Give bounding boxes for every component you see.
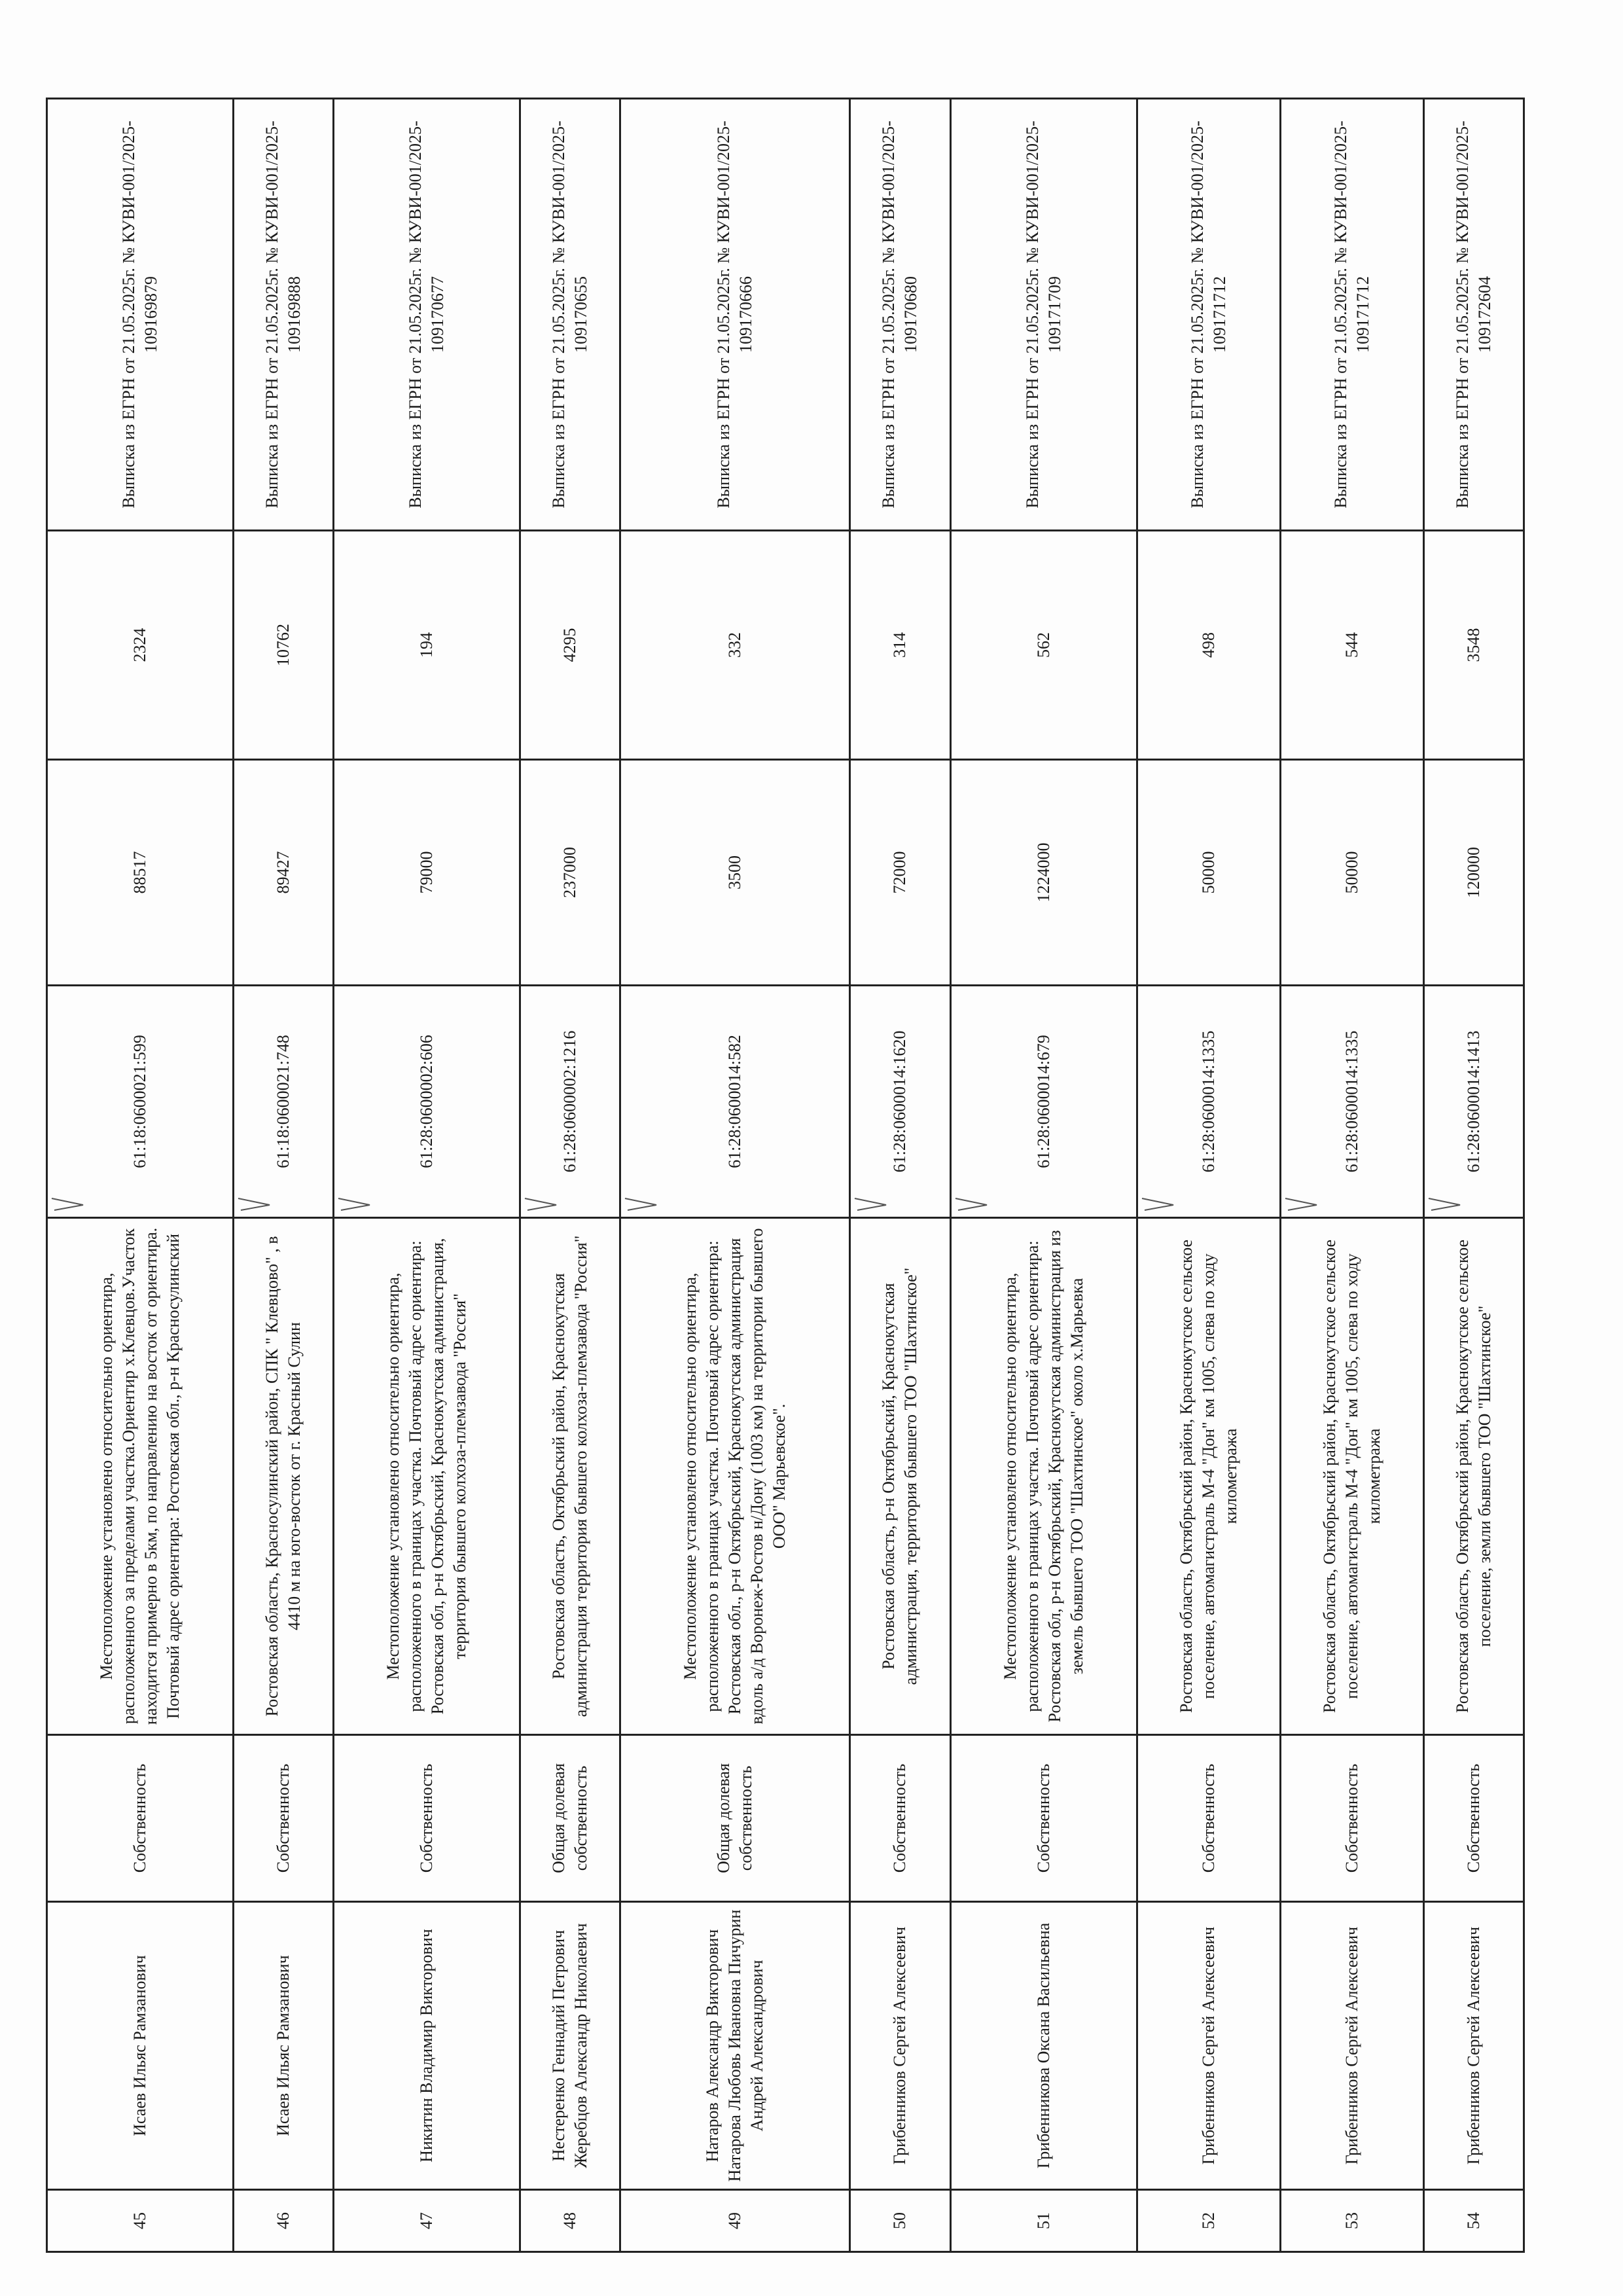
- right-type: Общая долевая собственность: [620, 1735, 850, 1902]
- check-mark-icon: [236, 1187, 275, 1213]
- plot-area: 3500: [620, 760, 850, 986]
- row-number: 53: [1280, 2190, 1423, 2252]
- plot-address: Местоположение установлено относительно ориентира, расположенного за пределами участка.Ориентир х.Клевцов.Участок находится примерно в 5км, по направлению на восток от ориентира. Почтовый адрес ориентира: Ростовская обл., р-н Красносулинский: [47, 1218, 234, 1735]
- plot-area: 89427: [234, 760, 334, 986]
- egrn-extract: Выписка из ЕГРН от 21.05.2025г. № КУВИ-001/2025-109170680: [850, 99, 950, 531]
- table-row: [520, 99, 620, 2252]
- right-type: Общая долевая собственность: [520, 1735, 620, 1902]
- right-type: Собственность: [850, 1735, 950, 1902]
- row-number: 48: [520, 2190, 620, 2252]
- owner-name: Грибенников Сергей Алексеевич: [1423, 1902, 1524, 2190]
- egrn-extract: Выписка из ЕГРН от 21.05.2025г. № КУВИ-001/2025-109171712: [1137, 99, 1280, 531]
- cadastral-number-text: 61:18:0600021:748: [274, 1035, 293, 1168]
- plot-address: Ростовская область, Красносулинский район, СПК " Клевцово" , в 4410 м на юго-восток от г. Красный Сулин: [234, 1218, 334, 1735]
- table-row: [850, 99, 950, 2252]
- table-row: [1137, 99, 1280, 2252]
- plot-address: Ростовская область, Октябрьский район, Краснокутское сельское поселение, автомагистраль М-4 "Дон" км 1005, слева по ходу километража: [1137, 1218, 1280, 1735]
- plot-address: Ростовская область, Октябрьский район, Краснокутское сельское поселение, автомагистраль М-4 "Дон" км 1005, слева по ходу километража: [1280, 1218, 1423, 1735]
- egrn-extract: Выписка из ЕГРН от 21.05.2025г. № КУВИ-001/2025-109171712: [1280, 99, 1423, 531]
- check-mark-icon: [522, 1187, 562, 1213]
- owner-name: Грибенников Сергей Алексеевич: [1137, 1902, 1280, 2190]
- check-mark-icon: [1139, 1187, 1179, 1213]
- cadastral-number-text: 61:28:0600002:606: [417, 1035, 437, 1168]
- plot-address: Ростовская область, р-н Октябрьский, Краснокутская администрация, территория бывшего ТОО "Шахтинское": [850, 1218, 950, 1735]
- egrn-extract: Выписка из ЕГРН от 21.05.2025г. № КУВИ-001/2025-109170677: [334, 99, 520, 531]
- owner-name: Исаев Ильяс Рамзанович: [234, 1902, 334, 2190]
- plot-area: 50000: [1280, 760, 1423, 986]
- check-mark-icon: [1283, 1187, 1322, 1213]
- row-number: 45: [47, 2190, 234, 2252]
- cadastral-value: 3548: [1423, 531, 1524, 760]
- cadastral-number: [620, 986, 850, 1218]
- row-number: 47: [334, 2190, 520, 2252]
- row-number: 46: [234, 2190, 334, 2252]
- right-type: Собственность: [47, 1735, 234, 1902]
- cadastral-value: 562: [950, 531, 1137, 760]
- owner-name: Нестеренко Геннадий Петрович Жеребцов Александр Николаевич: [520, 1902, 620, 2190]
- check-mark-icon: [622, 1187, 662, 1213]
- owner-name: Натаров Александр Викторович Натарова Любовь Ивановна Пичурин Андрей Александрович: [620, 1902, 850, 2190]
- cadastral-number: [850, 986, 950, 1218]
- cadastral-value: 332: [620, 531, 850, 760]
- right-type: Собственность: [234, 1735, 334, 1902]
- check-mark-icon: [49, 1187, 88, 1213]
- land-plots-table: [46, 98, 1525, 2253]
- right-type: Собственность: [1137, 1735, 1280, 1902]
- cadastral-value: 10762: [234, 531, 334, 760]
- cadastral-number: [234, 986, 334, 1218]
- plot-area: 79000: [334, 760, 520, 986]
- owner-name: Исаев Ильяс Рамзанович: [47, 1902, 234, 2190]
- cadastral-number-text: 61:28:0600014:1620: [890, 1030, 910, 1173]
- owner-name: Грибенников Сергей Алексеевич: [850, 1902, 950, 2190]
- check-mark-icon: [852, 1187, 891, 1213]
- right-type: Собственность: [1423, 1735, 1524, 1902]
- plot-address: Ростовская область, Октябрьский район, Краснокутская администрация территория бывшего колхоза-племзавода "Россия": [520, 1218, 620, 1735]
- check-mark-icon: [336, 1187, 375, 1213]
- egrn-extract: Выписка из ЕГРН от 21.05.2025г. № КУВИ-001/2025-109169888: [234, 99, 334, 531]
- cadastral-number: [520, 986, 620, 1218]
- rotated-table-wrapper: [46, 99, 1525, 2253]
- owner-name: Грибенникова Оксана Васильевна: [950, 1902, 1137, 2190]
- cadastral-number: [950, 986, 1137, 1218]
- row-number: 51: [950, 2190, 1137, 2252]
- table-row: [1280, 99, 1423, 2252]
- cadastral-number: [1280, 986, 1423, 1218]
- cadastral-value: 314: [850, 531, 950, 760]
- egrn-extract: Выписка из ЕГРН от 21.05.2025г. № КУВИ-001/2025-109170666: [620, 99, 850, 531]
- owner-name: Грибенников Сергей Алексеевич: [1280, 1902, 1423, 2190]
- right-type: Собственность: [334, 1735, 520, 1902]
- egrn-extract: Выписка из ЕГРН от 21.05.2025г. № КУВИ-001/2025-109172604: [1423, 99, 1524, 531]
- plot-area: 1224000: [950, 760, 1137, 986]
- table-row: [47, 99, 234, 2252]
- table-row: [1423, 99, 1524, 2252]
- owner-name: Никитин Владимир Викторович: [334, 1902, 520, 2190]
- check-mark-icon: [1426, 1187, 1465, 1213]
- plot-address: Местоположение установлено относительно ориентира, расположенного в границах участка. Почтовый адрес ориентира: Ростовская обл, р-н Октябрьский, Краснокутская администрация, территория бывшего колхоза-племзавода "Россия": [334, 1218, 520, 1735]
- table-row: [950, 99, 1137, 2252]
- cadastral-number-text: 61:28:0600014:679: [1033, 1035, 1053, 1168]
- cadastral-value: 544: [1280, 531, 1423, 760]
- check-mark-icon: [953, 1187, 992, 1213]
- cadastral-number: [1423, 986, 1524, 1218]
- row-number: 52: [1137, 2190, 1280, 2252]
- plot-address: Местоположение установлено относительно ориентира, расположенного в границах участка. Почтовый адрес ориентира: Ростовская обл, р-н Октябрьский, Краснокутская администрация из земель бывшего ТОО "Шахтинское" около х.Марьевка: [950, 1218, 1137, 1735]
- egrn-extract: Выписка из ЕГРН от 21.05.2025г. № КУВИ-001/2025-109169879: [47, 99, 234, 531]
- egrn-extract: Выписка из ЕГРН от 21.05.2025г. № КУВИ-001/2025-109171709: [950, 99, 1137, 531]
- egrn-extract: Выписка из ЕГРН от 21.05.2025г. № КУВИ-001/2025-109170655: [520, 99, 620, 531]
- plot-area: 88517: [47, 760, 234, 986]
- cadastral-number-text: 61:28:0600014:1413: [1463, 1030, 1483, 1173]
- right-type: Собственность: [950, 1735, 1137, 1902]
- cadastral-value: 4295: [520, 531, 620, 760]
- cadastral-number: [1137, 986, 1280, 1218]
- cadastral-number-text: 61:28:0600002:1216: [560, 1030, 580, 1173]
- plot-address: Местоположение установлено относительно ориентира, расположенного в границах участка. Почтовый адрес ориентира: Ростовская обл., р-н Октябрьский, Краснокутская администрация вдоль а/д Воронеж-Ростов н/Дону (1003 км) на территории бывшего ООО" Марьевское".: [620, 1218, 850, 1735]
- table-row: [334, 99, 520, 2252]
- cadastral-number-text: 61:28:0600014:1335: [1342, 1030, 1361, 1173]
- cadastral-number: [47, 986, 234, 1218]
- plot-area: 50000: [1137, 760, 1280, 986]
- cadastral-number-text: 61:28:0600014:582: [725, 1035, 745, 1168]
- row-number: 49: [620, 2190, 850, 2252]
- cadastral-value: 2324: [47, 531, 234, 760]
- right-type: Собственность: [1280, 1735, 1423, 1902]
- cadastral-number-text: 61:18:0600021:599: [130, 1035, 150, 1168]
- cadastral-number-text: 61:28:0600014:1335: [1198, 1030, 1218, 1173]
- row-number: 54: [1423, 2190, 1524, 2252]
- plot-area: 237000: [520, 760, 620, 986]
- table-row: [620, 99, 850, 2252]
- cadastral-value: 498: [1137, 531, 1280, 760]
- plot-address: Ростовская область, Октябрьский район, Краснокутское сельское поселение, земли бывшего ТОО "Шахтинское": [1423, 1218, 1524, 1735]
- cadastral-number: [334, 986, 520, 1218]
- row-number: 50: [850, 2190, 950, 2252]
- plot-area: 120000: [1423, 760, 1524, 986]
- table-row: [234, 99, 334, 2252]
- plot-area: 72000: [850, 760, 950, 986]
- cadastral-value: 194: [334, 531, 520, 760]
